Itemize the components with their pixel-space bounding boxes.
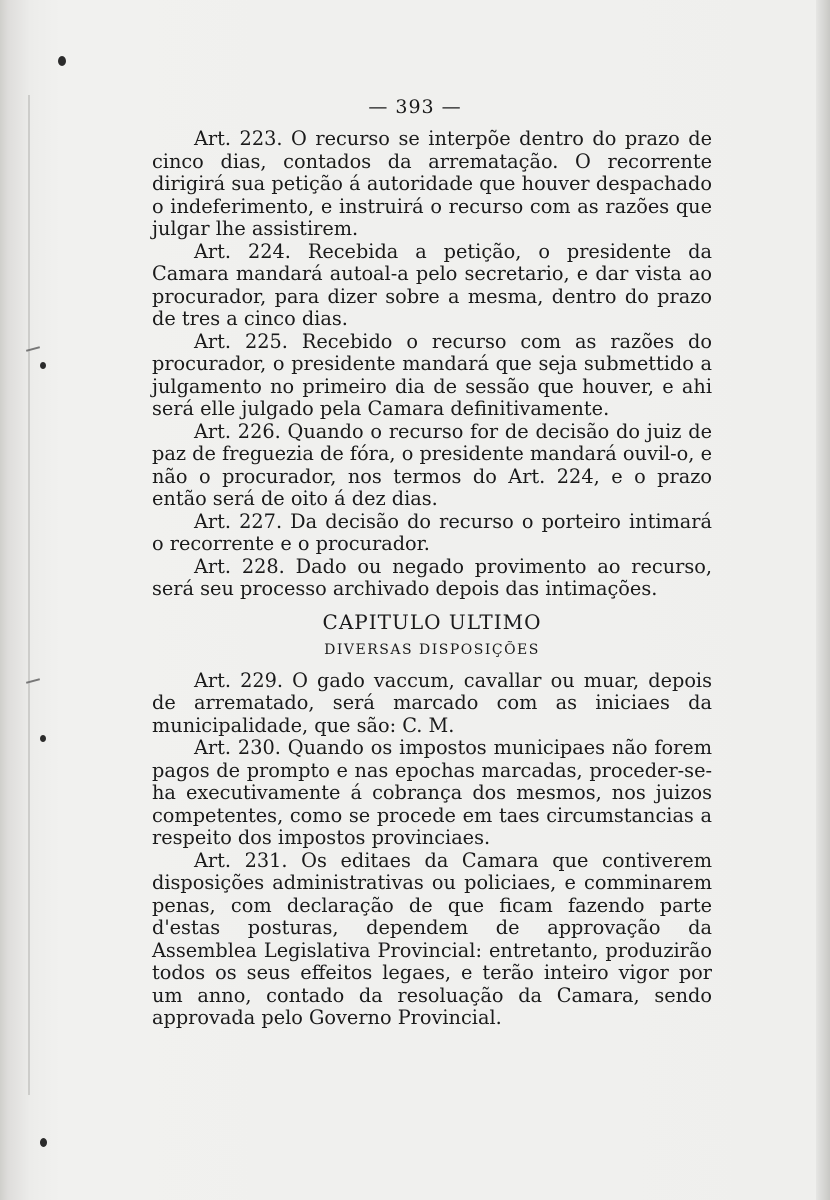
article-229: Art. 229. O gado vaccum, cavallar ou muar, depois de arrematado, será marcado com as iniciaes da municipalidade, que são: C. M. xyxy=(152,668,712,737)
body-text xyxy=(152,128,712,1030)
articles-before xyxy=(152,128,712,601)
article-231: Art. 231. Os editaes da Camara que contiverem disposições administrativas ou policiaes, e comminarem penas, com declaração de que ficam fazendo parte d'estas posturas, dependem de approvação da Assemblea Legislativa Provincial: entretanto, produzirão todos os seus effeitos legaes, e terão inteiro vigor por um anno, contado da resoluação da Camara, sendo approvada pelo Governo Provincial. xyxy=(152,848,712,1029)
article-224: Art. 224. Recebida a petição, o presidente da Camara mandará autoal-a pelo secretario, e dar vista ao procurador, para dizer sobre a mesma, dentro do prazo de tres a cinco dias. xyxy=(152,239,712,330)
article-223: Art. 223. O recurso se interpõe dentro do prazo de cinco dias, contados da arrematação. O recorrente dirigirá sua petição á autoridade que houver despachado o indeferimento, e instruirá o recurso com as razões que julgar lhe assistirem. xyxy=(152,127,712,240)
articles-after xyxy=(152,670,712,1030)
article-226: Art. 226. Quando o recurso for de decisão do juiz de paz de freguezia de fóra, o presidente mandará ouvil-o, e não o procurador, nos termos do Art. 224, e o prazo então será de oito á dez dias. xyxy=(152,419,712,510)
page-edge-shadow xyxy=(816,0,830,1200)
article-225: Art. 225. Recebido o recurso com as razões do procurador, o presidente mandará que seja submettido a julgamento no primeiro dia de sessão que houver, e ahi será elle julgado pela Camara definitivamente. xyxy=(152,329,712,420)
binding-hole-lower xyxy=(40,735,46,742)
chapter-title: CAPITULO ULTIMO xyxy=(322,609,542,634)
page-number: — 393 — xyxy=(368,96,462,118)
chapter-subtitle: DIVERSAS DISPOSIÇÕES xyxy=(324,642,540,658)
article-227: Art. 227. Da decisão do recurso o porteiro intimará o recorrente e o procurador. xyxy=(152,509,712,555)
binding-crease xyxy=(28,95,30,1095)
binding-hole-bottom xyxy=(40,1138,47,1147)
article-230: Art. 230. Quando os impostos municipaes não forem pagos de prompto e nas epochas marcadas, proceder-se-ha executivamente á cobrança dos mesmos, nos juizos competentes, como se procede em taes circumstancias a respeito dos impostos provinciaes. xyxy=(152,736,712,849)
article-228: Art. 228. Dado ou negado provimento ao recurso, será seu processo archivado depois das intimações. xyxy=(152,554,712,600)
binding-hole-upper xyxy=(40,362,46,369)
binding-hole-top xyxy=(58,56,66,66)
